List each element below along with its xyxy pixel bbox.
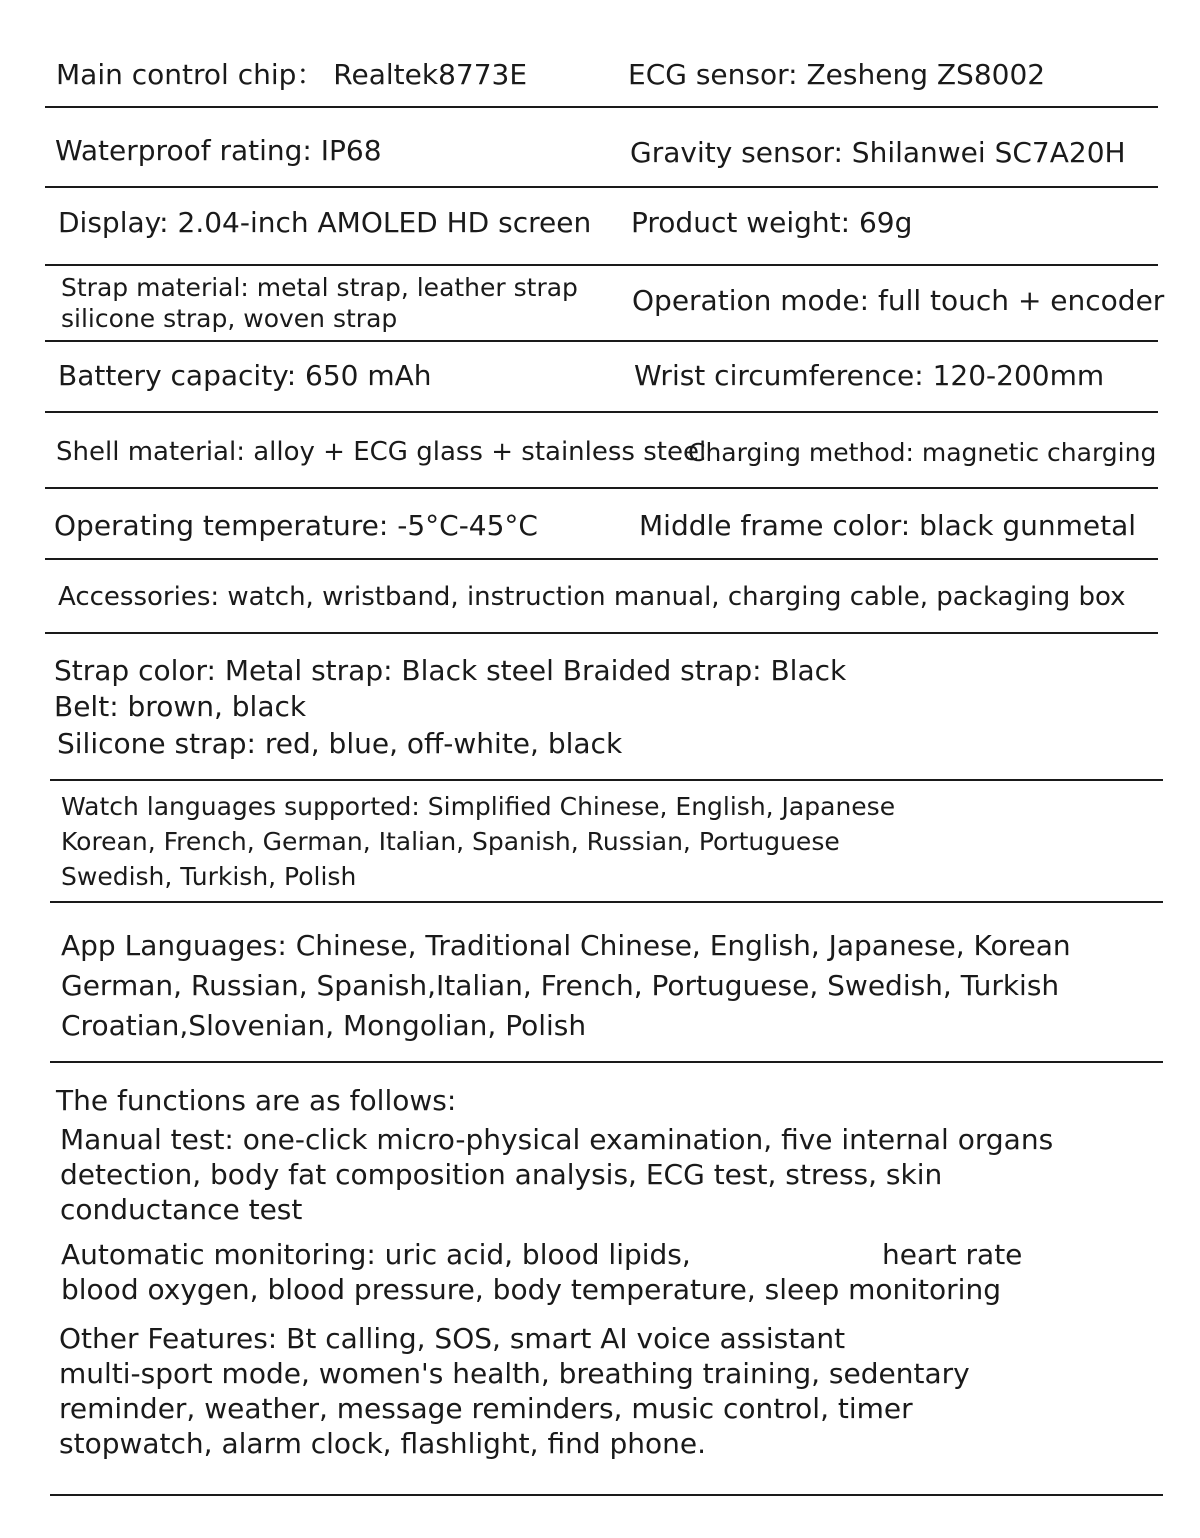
auto-monitor-line1: Automatic monitoring: uric acid, blood lipids,: [61, 1238, 691, 1271]
divider: [45, 411, 1158, 413]
divider: [50, 901, 1163, 903]
middle-frame-color: Middle frame color: black gunmetal: [639, 509, 1137, 542]
divider: [50, 1494, 1163, 1496]
waterproof-rating: Waterproof rating: IP68: [55, 134, 382, 167]
main-control-chip: Main control chip： Realtek8773E: [56, 58, 528, 91]
divider: [50, 779, 1163, 781]
strap-material-line2: silicone strap, woven strap: [61, 304, 398, 333]
divider: [45, 106, 1158, 108]
accessories: Accessories: watch, wristband, instruction manual, charging cable, packaging box: [58, 582, 1126, 612]
shell-material: Shell material: alloy + ECG glass + stainless steel: [56, 437, 707, 467]
product-weight: Product weight: 69g: [631, 206, 913, 239]
ecg-sensor: ECG sensor: Zesheng ZS8002: [628, 58, 1046, 91]
other-features-line2: multi-sport mode, women's health, breathing training, sedentary: [59, 1357, 970, 1390]
divider: [45, 632, 1158, 634]
other-features-line1: Other Features: Bt calling, SOS, smart AI voice assistant: [59, 1322, 846, 1355]
operation-mode: Operation mode: full touch + encoder: [632, 284, 1165, 317]
watch-languages-line2: Korean, French, German, Italian, Spanish, Russian, Portuguese: [61, 827, 840, 856]
battery-capacity: Battery capacity: 650 mAh: [58, 359, 432, 392]
divider: [45, 340, 1158, 342]
operating-temperature: Operating temperature: -5°C-45°C: [54, 509, 538, 542]
auto-monitor-heart-rate: heart rate: [882, 1238, 1023, 1271]
strap-color-line2: Belt: brown, black: [54, 690, 307, 723]
app-languages-line3: Croatian,Slovenian, Mongolian, Polish: [61, 1009, 587, 1042]
watch-languages-line3: Swedish, Turkish, Polish: [61, 862, 357, 891]
wrist-circumference: Wrist circumference: 120-200mm: [634, 359, 1105, 392]
divider: [50, 1061, 1163, 1063]
other-features-line4: stopwatch, alarm clock, flashlight, find phone.: [59, 1427, 707, 1460]
gravity-sensor: Gravity sensor: Shilanwei SC7A20H: [630, 136, 1126, 169]
strap-color-line1: Strap color: Metal strap: Black steel Braided strap: Black: [54, 654, 847, 687]
divider: [45, 487, 1158, 489]
manual-test-line1: Manual test: one-click micro-physical examination, five internal organs: [60, 1123, 1054, 1156]
strap-color-line3: Silicone strap: red, blue, off-white, black: [57, 727, 623, 760]
charging-method: Charging method: magnetic charging: [688, 438, 1157, 467]
functions-heading: The functions are as follows:: [56, 1084, 457, 1117]
divider: [45, 186, 1158, 188]
divider: [45, 264, 1158, 266]
watch-languages-line1: Watch languages supported: Simplified Chinese, English, Japanese: [61, 792, 896, 821]
manual-test-line3: conductance test: [60, 1193, 303, 1226]
other-features-line3: reminder, weather, message reminders, music control, timer: [59, 1392, 913, 1425]
auto-monitor-line2: blood oxygen, blood pressure, body temperature, sleep monitoring: [61, 1273, 1001, 1306]
display-spec: Display: 2.04-inch AMOLED HD screen: [58, 206, 592, 239]
app-languages-line2: German, Russian, Spanish,Italian, French, Portuguese, Swedish, Turkish: [61, 969, 1060, 1002]
manual-test-line2: detection, body fat composition analysis, ECG test, stress, skin: [60, 1158, 943, 1191]
divider: [45, 558, 1158, 560]
app-languages-line1: App Languages: Chinese, Traditional Chinese, English, Japanese, Korean: [61, 929, 1071, 962]
strap-material-line1: Strap material: metal strap, leather strap: [61, 273, 578, 302]
